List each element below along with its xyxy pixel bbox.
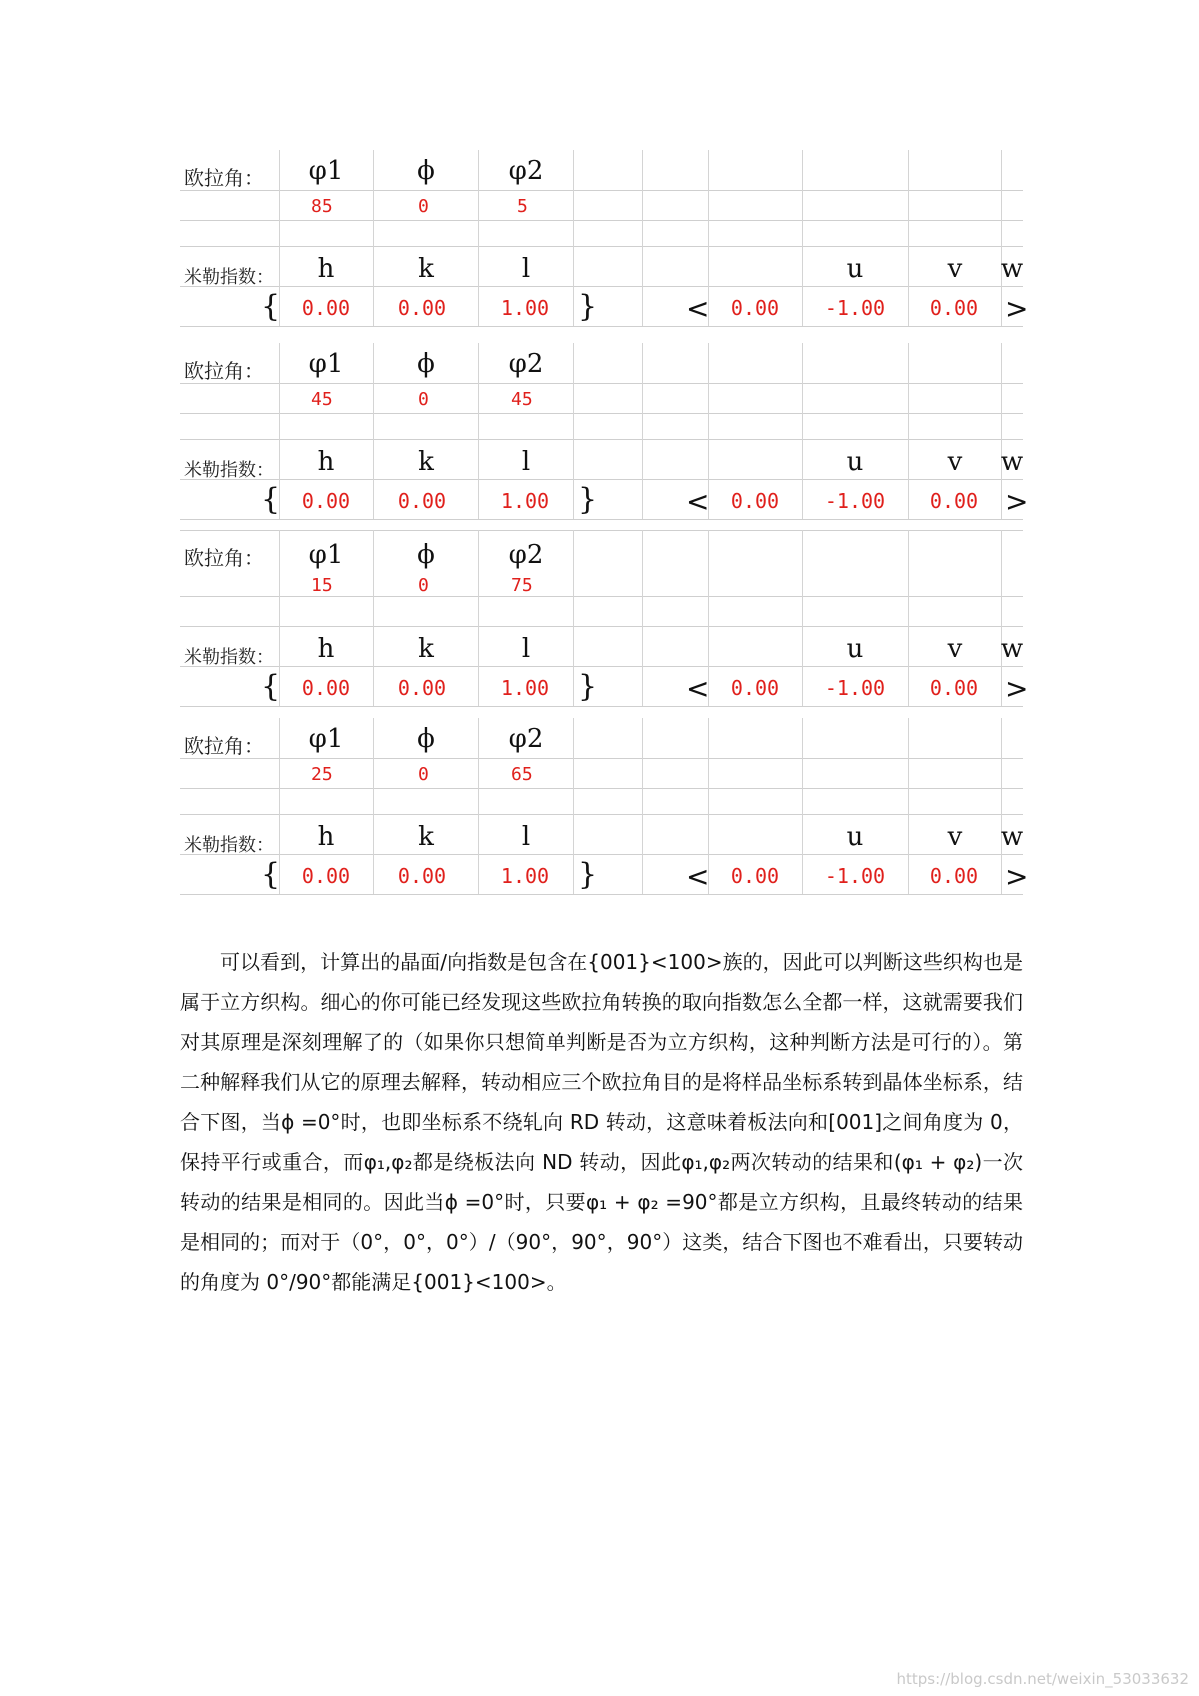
phi-header: ϕ: [417, 724, 435, 754]
l-value: 1.00: [500, 864, 550, 888]
h-header: h: [317, 447, 335, 477]
h-value: 0.00: [301, 676, 351, 700]
euler-block-4: [180, 718, 1029, 904]
h-value: 0.00: [301, 489, 351, 513]
euler-block-3: [180, 530, 1029, 716]
l-header: l: [521, 254, 531, 284]
l-header: l: [521, 447, 531, 477]
phi-header: ϕ: [417, 540, 435, 570]
open-brace: {: [261, 482, 281, 517]
phi1-value: 15: [311, 575, 333, 596]
open-angle: <: [686, 860, 710, 893]
k-value: 0.00: [397, 296, 447, 320]
h-header: h: [317, 634, 335, 664]
miller-label: 米勒指数：: [184, 267, 274, 288]
close-brace: }: [578, 289, 598, 324]
v-value: -1.00: [824, 489, 886, 513]
phi1-header: φ1: [308, 156, 344, 186]
close-angle: >: [1005, 292, 1029, 325]
u-header: u: [846, 634, 864, 664]
w-header: w: [1000, 254, 1024, 284]
phi-value: 0: [418, 764, 429, 785]
close-angle: >: [1005, 485, 1029, 518]
euler-label: 欧拉角：: [184, 734, 264, 758]
h-value: 0.00: [301, 864, 351, 888]
phi2-header: φ2: [508, 156, 544, 186]
l-value: 1.00: [500, 676, 550, 700]
phi2-value: 75: [511, 575, 533, 596]
miller-label: 米勒指数：: [184, 647, 274, 668]
k-value: 0.00: [397, 676, 447, 700]
k-header: k: [418, 254, 434, 284]
w-value: 0.00: [929, 489, 979, 513]
k-value: 0.00: [397, 489, 447, 513]
phi1-header: φ1: [308, 540, 344, 570]
w-value: 0.00: [929, 296, 979, 320]
phi-value: 0: [418, 575, 429, 596]
u-header: u: [846, 447, 864, 477]
euler-label: 欧拉角：: [184, 359, 264, 383]
u-value: 0.00: [730, 489, 780, 513]
v-header: v: [947, 822, 963, 852]
k-header: k: [418, 634, 434, 664]
phi-header: ϕ: [417, 156, 435, 186]
k-header: k: [418, 822, 434, 852]
phi1-header: φ1: [308, 724, 344, 754]
v-value: -1.00: [824, 296, 886, 320]
h-value: 0.00: [301, 296, 351, 320]
v-value: -1.00: [824, 676, 886, 700]
l-header: l: [521, 634, 531, 664]
open-angle: <: [686, 672, 710, 705]
open-brace: {: [261, 857, 281, 892]
open-brace: {: [261, 669, 281, 704]
h-header: h: [317, 254, 335, 284]
paragraph-text: 可以看到，计算出的晶面/向指数是包含在{001}<100>族的，因此可以判断这些织构也是属于立方织构。细心的你可能已经发现这些欧拉角转换的取向指数怎么全都一样，这就需要我们对其原理是深刻理解了的（如果你只想简单判断是否为立方织构，这种判断方法是可行的）。第二种解释我们从它的原理去解释，转动相应三个欧拉角目的是将样品坐标系转到晶体坐标系，结合下图，当ϕ =0°时，也即坐标系不绕轧向 RD 转动，这意味着板法向和[001]之间角度为 0，保持平行或重合，而φ₁,φ₂都是绕板法向 ND 转动，因此φ₁,φ₂两次转动的结果和(φ₁ + φ₂)一次转动的结果是相同的。因此当ϕ =0°时，只要φ₁ + φ₂ =90°都是立方织构，且最终转动的结果是相同的；而对于（0°，0°，0°）/（90°，90°，90°）这类，结合下图也不难看出，只要转动的角度为 0°/90°都能满足{001}<100>。: [180, 950, 1023, 1294]
phi1-value: 45: [311, 389, 333, 410]
w-header: w: [1000, 822, 1024, 852]
phi2-header: φ2: [508, 349, 544, 379]
h-header: h: [317, 822, 335, 852]
euler-label: 欧拉角：: [184, 546, 264, 570]
euler-block-2: [180, 343, 1029, 529]
close-angle: >: [1005, 672, 1029, 705]
close-brace: }: [578, 669, 598, 704]
u-value: 0.00: [730, 864, 780, 888]
watermark: https://blog.csdn.net/weixin_53033632: [896, 1670, 1189, 1688]
l-value: 1.00: [500, 489, 550, 513]
phi-value: 0: [418, 196, 429, 217]
phi1-value: 25: [311, 764, 333, 785]
w-value: 0.00: [929, 676, 979, 700]
phi2-value: 5: [517, 196, 528, 217]
l-value: 1.00: [500, 296, 550, 320]
l-header: l: [521, 822, 531, 852]
explanation-paragraph: [180, 942, 1023, 1302]
phi1-header: φ1: [308, 349, 344, 379]
close-brace: }: [578, 482, 598, 517]
phi-value: 0: [418, 389, 429, 410]
miller-label: 米勒指数：: [184, 835, 274, 856]
u-header: u: [846, 822, 864, 852]
u-value: 0.00: [730, 676, 780, 700]
open-angle: <: [686, 292, 710, 325]
u-header: u: [846, 254, 864, 284]
u-value: 0.00: [730, 296, 780, 320]
v-header: v: [947, 254, 963, 284]
euler-label: 欧拉角：: [184, 166, 264, 190]
open-angle: <: [686, 485, 710, 518]
phi2-header: φ2: [508, 540, 544, 570]
v-value: -1.00: [824, 864, 886, 888]
k-header: k: [418, 447, 434, 477]
phi2-value: 45: [511, 389, 533, 410]
phi2-header: φ2: [508, 724, 544, 754]
w-header: w: [1000, 634, 1024, 664]
close-brace: }: [578, 857, 598, 892]
k-value: 0.00: [397, 864, 447, 888]
phi1-value: 85: [311, 196, 333, 217]
euler-block-1: [180, 150, 1029, 336]
open-brace: {: [261, 289, 281, 324]
w-header: w: [1000, 447, 1024, 477]
close-angle: >: [1005, 860, 1029, 893]
v-header: v: [947, 447, 963, 477]
miller-label: 米勒指数：: [184, 460, 274, 481]
w-value: 0.00: [929, 864, 979, 888]
phi-header: ϕ: [417, 349, 435, 379]
phi2-value: 65: [511, 764, 533, 785]
v-header: v: [947, 634, 963, 664]
